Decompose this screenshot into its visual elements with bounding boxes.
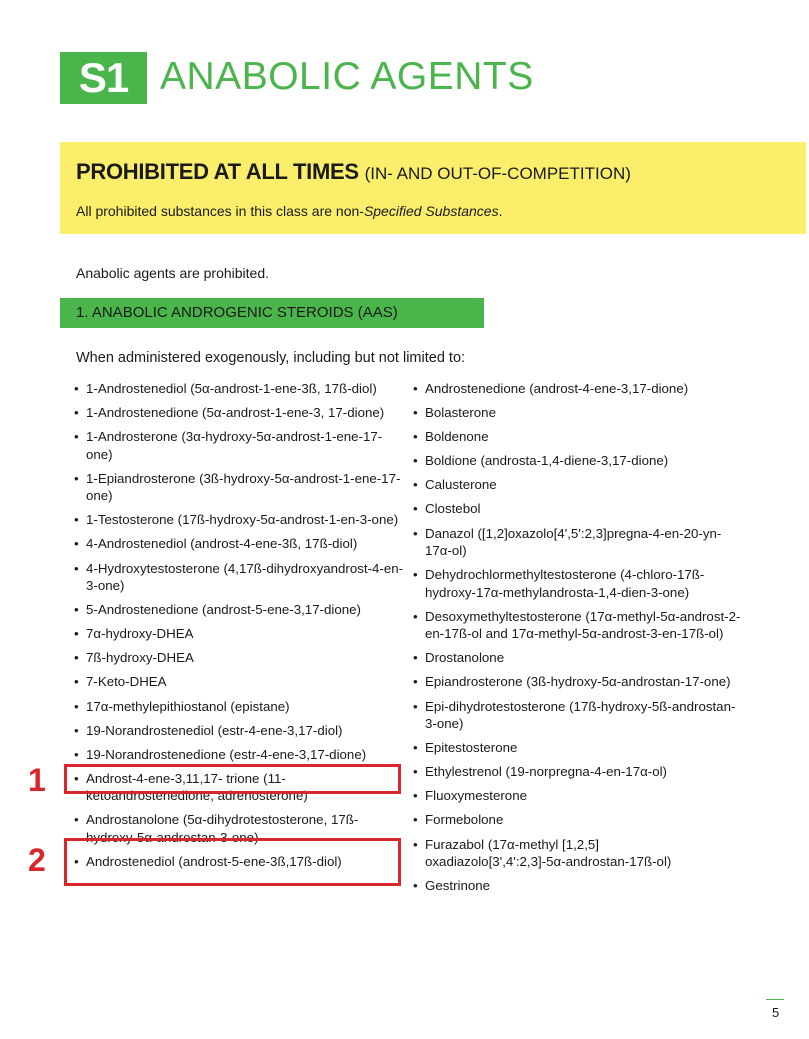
substance-list-item: • Ethylestrenol (19-norpregna-4-en-17α-ol) <box>413 763 743 781</box>
substance-list-item: • Furazabol (17α-methyl [1,2,5] oxadiazolo[3',4':2,3]-5α-androstan-17ß-ol) <box>413 836 743 871</box>
class-code-badge <box>60 52 147 104</box>
section-title: 1. ANABOLIC ANDROGENIC STEROIDS (AAS) <box>76 304 398 321</box>
substance-list-item: • Epi-dihydrotestosterone (17ß-hydroxy-5ß-androstan-3-one) <box>413 698 743 733</box>
substance-list-item: • 1-Androsterone (3α-hydroxy-5α-androst-1-ene-17-one) <box>74 428 404 463</box>
substance-list-item: • Androstenediol (androst-5-ene-3ß,17ß-diol) <box>74 853 404 871</box>
substance-list-item: • Androstanolone (5α-dihydrotestosterone, 17ß-hydroxy-5α-androstan-3-one) <box>74 811 404 846</box>
substance-list-item: • 1-Epiandrosterone (3ß-hydroxy-5α-androst-1-ene-17-one) <box>74 470 404 505</box>
substance-list-item: • 7-Keto-DHEA <box>74 673 404 691</box>
intro-text: Anabolic agents are prohibited. <box>76 265 270 281</box>
substance-list-item: • Boldione (androsta-1,4-diene-3,17-dione) <box>413 452 743 470</box>
banner-note-emphasis: Specified Substances <box>363 203 499 219</box>
substance-list-item: • 19-Norandrostenedione (estr-4-ene-3,17-dione) <box>74 746 404 764</box>
page-number-rule <box>766 999 784 1000</box>
lead-text: When administered exogenously, including but not limited to: <box>76 350 466 366</box>
annotation-marker-2: 2 <box>28 842 46 878</box>
substance-list-left <box>74 380 404 877</box>
substance-list-item: • Dehydrochlormethyltestosterone (4-chloro-17ß-hydroxy-17α-methylandrosta-1,4-dien-3-one) <box>413 566 743 601</box>
banner-heading-main: PROHIBITED AT ALL TIMES <box>76 159 359 184</box>
substance-list-item: • 1-Androstenedione (5α-androst-1-ene-3, 17-dione) <box>74 404 404 422</box>
substance-list-item: • Calusterone <box>413 476 743 494</box>
substance-list-item: • Fluoxymesterone <box>413 787 743 805</box>
substance-list-item: • Epiandrosterone (3ß-hydroxy-5α-androstan-17-one) <box>413 673 743 691</box>
banner-note-suffix: . <box>498 203 503 219</box>
substance-list-item: • Formebolone <box>413 811 743 829</box>
substance-list-item: • Androstenedione (androst-4-ene-3,17-dione) <box>413 380 743 398</box>
highlight-box-1 <box>64 764 401 794</box>
substance-list-item: • 7α-hydroxy-DHEA <box>74 625 404 643</box>
substance-list-item: • Gestrinone <box>413 877 743 895</box>
prohibition-banner <box>60 142 806 234</box>
substance-list-item: • 17α-methylepithiostanol (epistane) <box>74 698 404 716</box>
substance-list-item: • Boldenone <box>413 428 743 446</box>
banner-note <box>76 203 502 219</box>
substance-list-item: • Drostanolone <box>413 649 743 667</box>
banner-note-prefix: All prohibited substances in this class are non- <box>76 203 364 219</box>
substance-list-item: • 4-Hydroxytestosterone (4,17ß-dihydroxyandrost-4-en-3-one) <box>74 560 404 595</box>
banner-heading <box>76 159 631 185</box>
substance-list-item: • Desoxymethyltestosterone (17α-methyl-5α-androst-2-en-17ß-ol and 17α-methyl-5α-androst-3-en-17ß-ol) <box>413 608 743 643</box>
substance-list-item: • Androst-4-ene-3,11,17- trione (11-ketoandrostenedione, adrenosterone) <box>74 770 404 805</box>
annotation-marker-1: 1 <box>28 762 46 798</box>
substance-list-item: • 1-Androstenediol (5α-androst-1-ene-3ß, 17ß-diol) <box>74 380 404 398</box>
banner-heading-sub: (IN- AND OUT-OF-COMPETITION) <box>364 164 631 183</box>
section-heading-bar <box>60 298 484 328</box>
class-code: S1 <box>78 54 129 101</box>
substance-list-item: • 7ß-hydroxy-DHEA <box>74 649 404 667</box>
substance-list-item: • Bolasterone <box>413 404 743 422</box>
substance-list-item: • 4-Androstenediol (androst-4-ene-3ß, 17ß-diol) <box>74 535 404 553</box>
substance-list-item: • Clostebol <box>413 500 743 518</box>
page-number: 5 <box>772 1005 780 1020</box>
substance-list-item: • Epitestosterone <box>413 739 743 757</box>
page-title: ANABOLIC AGENTS <box>160 55 534 98</box>
substance-list-item: • 5-Androstenedione (androst-5-ene-3,17-dione) <box>74 601 404 619</box>
substance-list-item: • 1-Testosterone (17ß-hydroxy-5α-androst-1-en-3-one) <box>74 511 404 529</box>
substance-list-item: • Danazol ([1,2]oxazolo[4',5':2,3]pregna-4-en-20-yn-17α-ol) <box>413 525 743 560</box>
substance-list-item: • 19-Norandrostenediol (estr-4-ene-3,17-diol) <box>74 722 404 740</box>
highlight-box-2 <box>64 838 401 886</box>
substance-list-right <box>413 380 743 901</box>
